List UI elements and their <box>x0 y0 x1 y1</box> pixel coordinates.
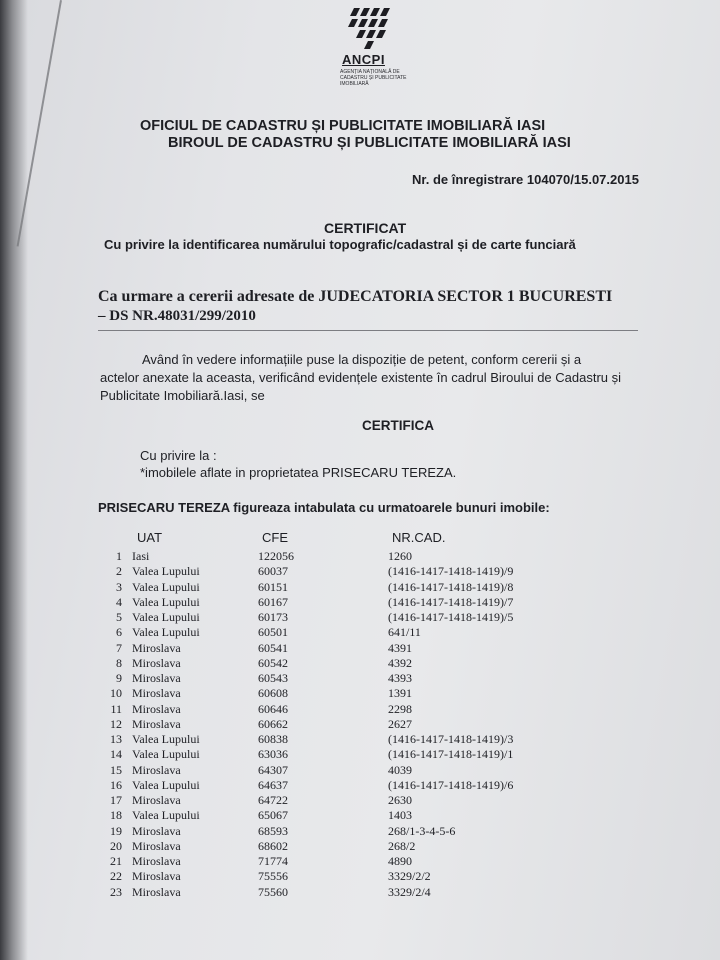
row-number: 18 <box>110 808 122 823</box>
row-number: 9 <box>116 671 122 685</box>
row-cfe: 60541 <box>258 640 288 655</box>
row-cfe: 75560 <box>258 884 288 899</box>
row-uat: Iasi <box>132 549 150 563</box>
row-number: 4 <box>116 594 122 609</box>
row-number: 1 <box>116 549 122 563</box>
row-number: 7 <box>116 640 122 655</box>
row-nrcad: 1391 <box>388 686 412 701</box>
row-uat: Valea Lupului <box>132 610 200 624</box>
row-nrcad: (1416-1417-1418-1419)/6 <box>388 777 514 792</box>
row-nrcad: 4393 <box>388 671 412 685</box>
row-number: 20 <box>110 838 122 853</box>
row-number: 23 <box>110 884 122 899</box>
ancpi-logo <box>330 6 420 96</box>
row-uat: Valea Lupului <box>132 732 200 746</box>
row-nrcad: (1416-1417-1418-1419)/8 <box>388 579 514 594</box>
header-uat: UAT <box>137 530 163 545</box>
row-uat: Valea Lupului <box>132 579 200 594</box>
row-cfe: 60501 <box>258 625 288 640</box>
row-cfe: 122056 <box>258 549 294 563</box>
row-nrcad: 268/2 <box>388 838 416 853</box>
row-uat: Valea Lupului <box>132 747 200 762</box>
row-number: 5 <box>116 610 122 624</box>
row-uat: Miroslava <box>132 655 181 670</box>
row-uat: Valea Lupului <box>132 808 200 823</box>
regarding-label: Cu privire la : <box>140 448 217 463</box>
row-number: 19 <box>110 823 122 838</box>
row-nrcad: (1416-1417-1418-1419)/7 <box>388 594 514 609</box>
row-cfe: 60542 <box>258 655 288 670</box>
row-nrcad: 4890 <box>388 854 412 868</box>
row-uat: Valea Lupului <box>132 564 200 579</box>
row-cfe: 64307 <box>258 762 288 777</box>
logo-name: ANCPI <box>342 52 385 67</box>
row-cfe: 65067 <box>258 808 288 823</box>
row-nrcad: (1416-1417-1418-1419)/9 <box>388 564 514 579</box>
row-number: 2 <box>116 564 122 579</box>
regarding-item: *imobilele aflate in proprietatea PRISECARU TEREZA. <box>140 465 457 480</box>
row-uat: Miroslava <box>132 793 181 807</box>
row-cfe: 71774 <box>258 854 288 868</box>
row-nrcad: 3329/2/2 <box>388 869 431 884</box>
row-uat: Miroslava <box>132 869 181 884</box>
row-number: 15 <box>110 762 122 777</box>
row-uat: Miroslava <box>132 701 181 716</box>
row-uat: Valea Lupului <box>132 594 200 609</box>
office-title-line2: BIROUL DE CADASTRU ȘI PUBLICITATE IMOBILIARĂ IASI <box>168 135 571 151</box>
row-number: 10 <box>110 686 122 701</box>
row-nrcad: 4039 <box>388 762 412 777</box>
paragraph-line1: Avȃnd în vedere informațiile puse la dispoziție de petent, conform cererii și a <box>142 352 582 367</box>
row-uat: Miroslava <box>132 686 181 701</box>
row-nrcad: 4391 <box>388 640 412 655</box>
paragraph-line3: Publicitate Imobiliară.Iasi, se <box>100 388 265 403</box>
row-cfe: 60838 <box>258 732 288 746</box>
row-cfe: 60608 <box>258 686 288 701</box>
row-nrcad: 3329/2/4 <box>388 884 431 899</box>
certificate-title: CERTIFICAT <box>324 220 407 236</box>
row-cfe: 63036 <box>258 747 288 762</box>
header-cfe: CFE <box>262 530 288 545</box>
row-cfe: 60543 <box>258 671 288 685</box>
row-uat: Miroslava <box>132 884 181 899</box>
row-nrcad: (1416-1417-1418-1419)/3 <box>388 732 514 746</box>
logo-subtitle: AGENȚIA NAȚIONALĂ DE CADASTRU ȘI PUBLICITATE IMOBILIARĂ <box>340 69 407 87</box>
row-cfe: 60167 <box>258 594 288 609</box>
row-nrcad: 1403 <box>388 808 412 823</box>
row-nrcad: 1260 <box>388 549 412 563</box>
row-number: 3 <box>116 579 122 594</box>
row-number: 6 <box>116 625 122 640</box>
row-cfe: 75556 <box>258 869 288 884</box>
row-cfe: 60646 <box>258 701 288 716</box>
row-cfe: 68602 <box>258 838 288 853</box>
row-nrcad: (1416-1417-1418-1419)/1 <box>388 747 514 762</box>
row-nrcad: 2627 <box>388 716 412 731</box>
row-cfe: 60662 <box>258 716 288 731</box>
ancpi-logo-icon <box>348 6 392 50</box>
row-uat: Valea Lupului <box>132 777 200 792</box>
row-cfe: 64637 <box>258 777 288 792</box>
separator-line <box>98 330 638 331</box>
row-number: 11 <box>110 701 122 716</box>
row-number: 8 <box>116 655 122 670</box>
row-cfe: 60151 <box>258 579 288 594</box>
request-line2: – DS NR.48031/299/2010 <box>98 308 256 324</box>
row-number: 12 <box>110 716 122 731</box>
row-number: 21 <box>110 854 122 868</box>
request-line1: Ca urmare a cererii adresate de JUDECATORIA SECTOR 1 BUCURESTI <box>98 288 613 305</box>
row-number: 16 <box>110 777 122 792</box>
row-number: 13 <box>110 732 122 746</box>
row-cfe: 60037 <box>258 564 288 579</box>
row-cfe: 64722 <box>258 793 288 807</box>
row-nrcad: 641/11 <box>388 625 421 640</box>
row-uat: Miroslava <box>132 854 181 868</box>
row-nrcad: 2630 <box>388 793 412 807</box>
row-number: 14 <box>110 747 122 762</box>
header-nrcad: NR.CAD. <box>392 530 446 545</box>
certificate-subtitle: Cu privire la identificarea numărului topografic/cadastral și de carte funciară <box>104 237 576 252</box>
row-uat: Miroslava <box>132 762 181 777</box>
office-title-line1: OFICIUL DE CADASTRU ȘI PUBLICITATE IMOBILIARĂ IASI <box>140 118 546 134</box>
paragraph-line2: actelor anexate la aceasta, verificȃnd evidențele existente în cadrul Biroului de Cadastru și <box>100 370 622 385</box>
row-nrcad: 4392 <box>388 655 412 670</box>
row-cfe: 60173 <box>258 610 288 624</box>
row-nrcad: (1416-1417-1418-1419)/5 <box>388 610 514 624</box>
row-number: 17 <box>110 793 122 807</box>
row-uat: Miroslava <box>132 671 181 685</box>
row-number: 22 <box>110 869 122 884</box>
row-uat: Miroslava <box>132 838 181 853</box>
row-uat: Miroslava <box>132 716 181 731</box>
row-nrcad: 268/1-3-4-5-6 <box>388 823 456 838</box>
owner-statement: PRISECARU TEREZA figureaza intabulata cu urmatoarele bunuri imobile: <box>98 500 550 515</box>
table-row <box>0 885 720 902</box>
row-cfe: 68593 <box>258 823 288 838</box>
row-uat: Miroslava <box>132 640 181 655</box>
registration-number: Nr. de înregistrare 104070/15.07.2015 <box>412 172 639 187</box>
certifica-heading: CERTIFICA <box>362 418 434 433</box>
row-nrcad: 2298 <box>388 701 412 716</box>
row-uat: Miroslava <box>132 823 181 838</box>
row-uat: Valea Lupului <box>132 625 200 640</box>
